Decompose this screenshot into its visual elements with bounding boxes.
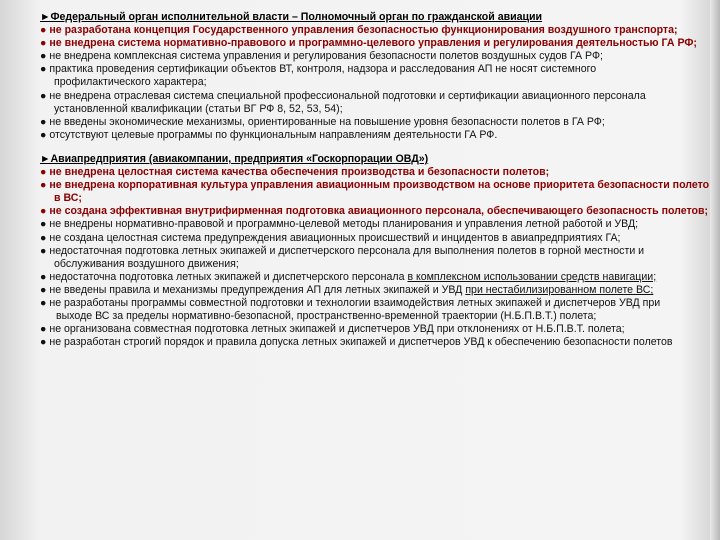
section-heading-enterprises: ►Авиапредприятия (авиакомпании, предприятия «Госкорпорации ОВД»): [40, 152, 429, 165]
list-item: ● не внедрена корпоративная культура управления авиационным производством на основе приоритета безопасности полето: [40, 179, 710, 192]
list-item: [40, 271, 710, 284]
list-item-continuation: выходе ВС за пределы нормативно-безопасной, пространственно-временной траектории (Н.Б.П.В.Т.) полета;: [56, 310, 597, 323]
list-item-continuation: в ВС;: [54, 192, 82, 205]
list-item: ● не внедрена целостная система качества обеспечения производства и безопасности полетов;: [40, 166, 550, 179]
list-item: ● не внедрена комплексная система управления и регулирования безопасности полетов воздушных судов ГА РФ;: [40, 50, 603, 63]
list-item: ● не внедрена отраслевая система специальной профессиональной подготовки и сертификации авиационного персонала: [40, 89, 646, 102]
list-item: ● не создана эффективная внутрифирменная подготовка авиационного персонала, обеспечивающего безопасность полетов;: [40, 205, 709, 218]
list-item-continuation: установленной квалификации (статьи ВГ РФ 8, 52, 53, 54);: [54, 102, 343, 115]
list-item-continuation: профилактического характера;: [54, 76, 207, 89]
list-item: ● не внедрены нормативно-правовой и программно-целевой методы планирования и управления летной работой и УВД;: [40, 218, 639, 231]
list-item-continuation: обслуживания воздушного движения;: [54, 257, 239, 270]
section-gap: [40, 142, 710, 153]
list-item-underlined: в комплексном использовании средств навигации;: [407, 270, 657, 283]
list-item: [40, 284, 710, 297]
list-item-text: ● не введены правила и механизмы предупреждения АП для летных экипажей и УВД: [40, 283, 463, 296]
document-body: [40, 11, 710, 349]
list-item-underlined: при нестабилизированном полете ВС;: [465, 283, 654, 296]
list-item: ● не разработаны программы совместной подготовки и технологии взаимодействия летных экипажей и диспетчеров УВД при: [40, 296, 661, 309]
list-item: ● не создана целостная система предупреждения авиационных происшествий и инцидентов в авиапредприятиях ГА;: [40, 231, 621, 244]
section-heading-federal: ►Федеральный орган исполнительной власти – Полномочный орган по гражданской авиации: [40, 11, 543, 23]
list-item: ● не организована совместная подготовка летных экипажей и диспетчеров УВД при отклонениях от Н.Б.П.В.Т. полета;: [40, 323, 625, 336]
list-item-text: ● недостаточна подготовка летных экипажей и диспетчерского персонала: [40, 270, 405, 283]
list-item: ● не разработана концепция Государственного управления безопасностью функционирования воздушного транспорта;: [40, 24, 678, 37]
list-item: ● недостаточная подготовка летных экипажей и диспетчерского персонала для выполнения полетов в горной местности и: [40, 244, 645, 257]
list-item: ● практика проведения сертификации объектов ВТ, контроля, надзора и расследования АП не носят системного: [40, 63, 597, 76]
slide-edge-bar: [710, 0, 720, 540]
list-item: ● отсутствуют целевые программы по функциональным направлениям деятельности ГА РФ.: [40, 128, 498, 141]
list-item: ● не разработан строгий порядок и правила допуска летных экипажей и диспетчеров УВД к обеспечению безопасности полетов: [40, 336, 673, 349]
list-item: ● не внедрена система нормативно-правового и программно-целевого управления и регулирования деятельностью ГА РФ;: [40, 37, 697, 50]
list-item: ● не введены экономические механизмы, ориентированные на повышение уровня безопасности полетов в ГА РФ;: [40, 115, 605, 128]
